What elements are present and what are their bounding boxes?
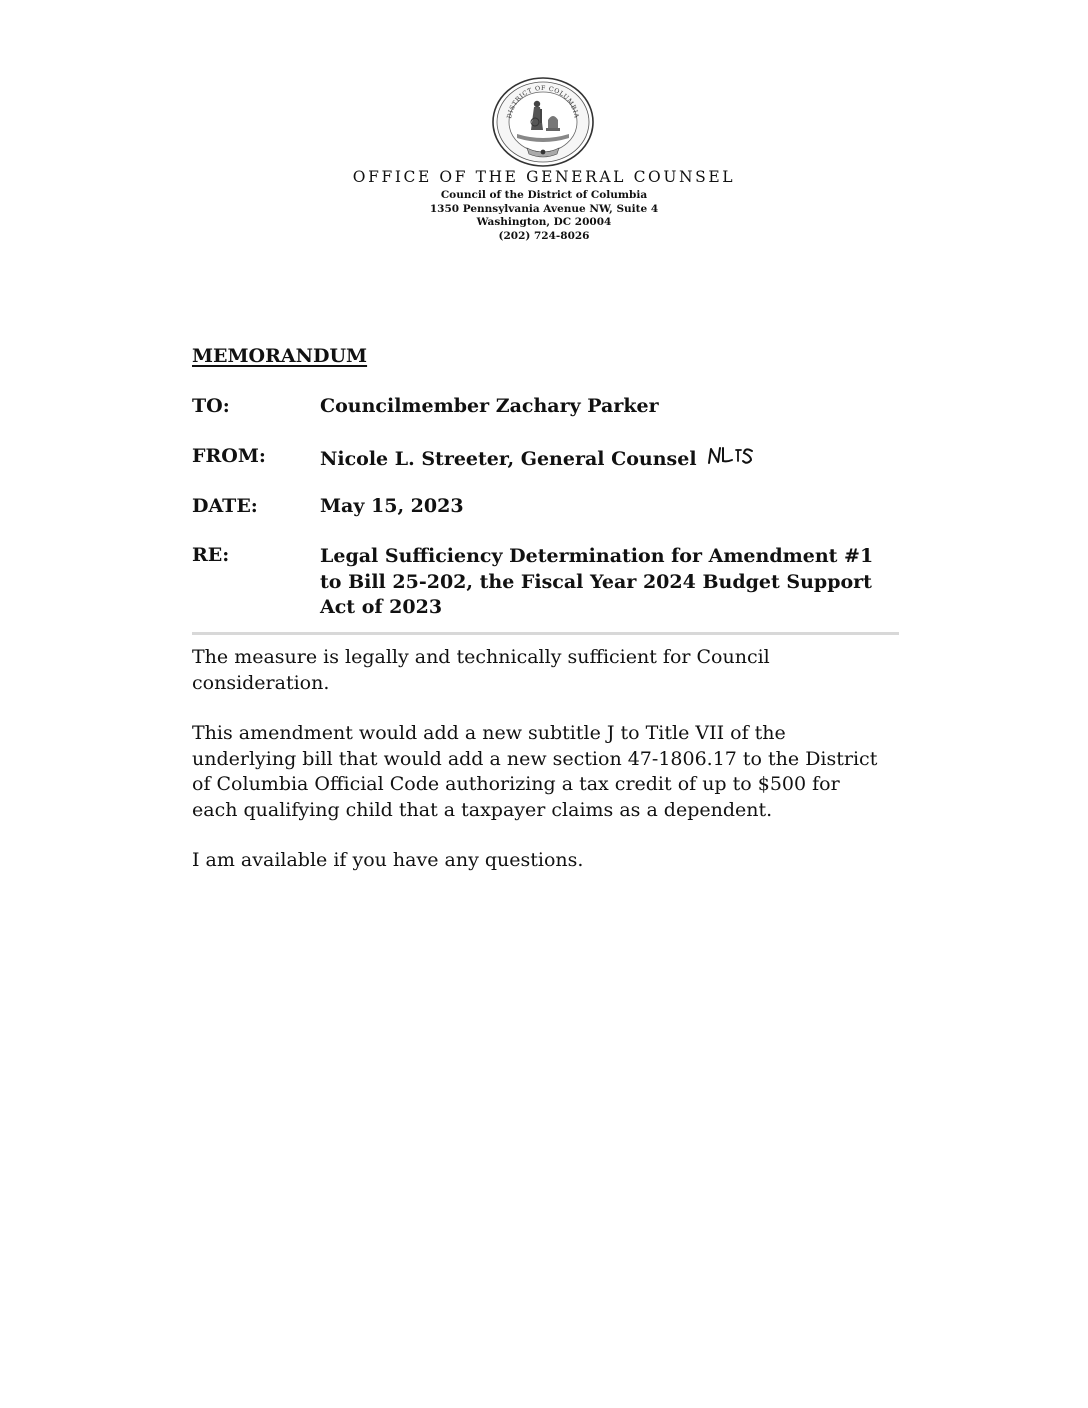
address-line: Council of the District of Columbia bbox=[440, 189, 648, 201]
paragraph-line: of Columbia Official Code authorizing a tax credit of up to $500 for bbox=[192, 773, 840, 795]
from-value-row bbox=[320, 445, 755, 470]
re-line: Legal Sufficiency Determination for Amendment #1 bbox=[320, 545, 874, 567]
address-line: 1350 Pennsylvania Avenue NW, Suite 4 bbox=[429, 202, 659, 215]
address-block bbox=[0, 189, 1088, 243]
from-value: Nicole L. Streeter, General Counsel bbox=[320, 448, 697, 470]
re-line: to Bill 25-202, the Fiscal Year 2024 Budget Support bbox=[320, 570, 872, 593]
paragraph-line: This amendment would add a new subtitle J to Title VII of the bbox=[192, 722, 786, 744]
paragraph-line: consideration. bbox=[192, 671, 330, 694]
paragraph-line: The measure is legally and technically sufficient for Council bbox=[192, 646, 770, 668]
from-label: FROM: bbox=[192, 445, 266, 467]
date-value: May 15, 2023 bbox=[320, 495, 464, 517]
re-line: Act of 2023 bbox=[320, 596, 443, 618]
header-divider bbox=[192, 632, 899, 635]
paragraph-line: I am available if you have any questions. bbox=[192, 849, 584, 871]
to-value: Councilmember Zachary Parker bbox=[320, 395, 659, 417]
memo-heading: MEMORANDUM bbox=[192, 345, 368, 367]
paragraph-amendment-summary bbox=[192, 721, 902, 823]
paragraph-sufficiency bbox=[192, 645, 902, 696]
district-of-columbia-seal-icon bbox=[491, 76, 595, 168]
re-value bbox=[320, 544, 900, 621]
paragraph-line: underlying bill that would add a new section 47-1806.17 to the District bbox=[192, 747, 878, 770]
svg-text:DISTRICT OF COLUMBIA: DISTRICT OF COLUMBIA bbox=[506, 84, 580, 120]
re-label: RE: bbox=[192, 544, 230, 566]
paragraph-closing bbox=[192, 848, 902, 874]
address-line: Washington, DC 20004 bbox=[476, 216, 612, 229]
to-label: TO: bbox=[192, 395, 230, 417]
date-label: DATE: bbox=[192, 495, 258, 517]
phone-line: (202) 724-8026 bbox=[498, 229, 590, 242]
handwritten-initials-icon bbox=[707, 445, 755, 467]
office-title: OFFICE OF THE GENERAL COUNSEL bbox=[352, 168, 736, 186]
paragraph-line: each qualifying child that a taxpayer claims as a dependent. bbox=[192, 798, 773, 821]
